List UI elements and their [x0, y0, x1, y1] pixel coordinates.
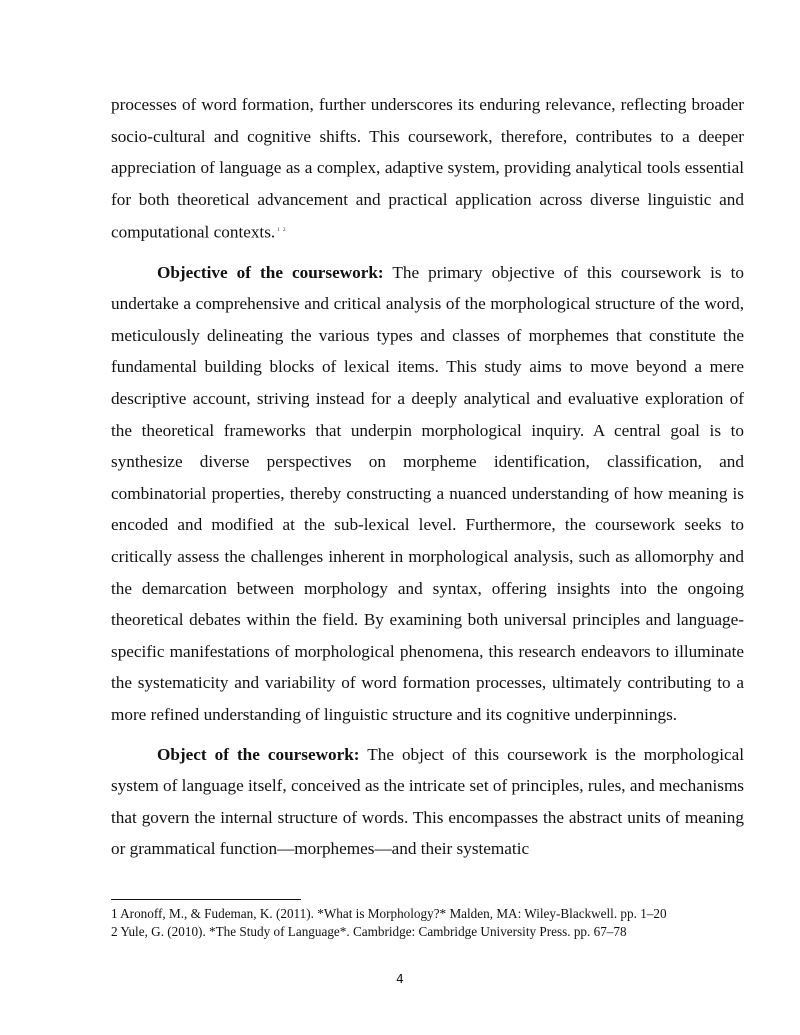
- page-number: 4: [396, 972, 404, 986]
- paragraph-text: processes of word formation, further underscores its enduring relevance, reflecting broader socio-cultural and cognitive shifts. This coursework, therefore, contributes to a deeper appreciation of language as a complex, adaptive system, providing analytical tools essential for both theoretical advancement and practical application across diverse linguistic and computational contexts.: [111, 95, 744, 243]
- footnote-2: 2 Yule, G. (2010). *The Study of Language*. Cambridge: Cambridge University Press. pp. 67–78: [111, 923, 627, 939]
- page-body: [111, 89, 744, 865]
- paragraph-objective: [111, 257, 744, 731]
- footnote-separator: [111, 899, 301, 900]
- object-heading: Object of the coursework:: [157, 744, 360, 764]
- objective-heading: Objective of the coursework:: [157, 262, 384, 282]
- paragraph-intro-continuation: [111, 89, 744, 249]
- paragraph-text: The object of this coursework is the morphological system of language itself, conceived as the intricate set of principles, rules, and mechanisms that govern the internal structure of words. This encompasses the abstract units of meaning or grammatical function—morphemes—and their systematic: [111, 744, 745, 859]
- paragraph-text: The primary objective of this coursework is to undertake a comprehensive and critical analysis of the morphological structure of the word, meticulously delineating the various types and classes of morphemes that constitute the fundamental building blocks of lexical items. This study aims to move beyond a mere descriptive account, striving instead for a deeply analytical and evaluative exploration of the theoretical frameworks that underpin morphological inquiry. A central goal is to synthesize diverse perspectives on morpheme identification, classification, and combinatorial properties, thereby constructing a nuanced understanding of how meaning is encoded and modified at the sub-lexical level. Furthermore, the coursework seeks to critically assess the challenges inherent in morphological analysis, such as allomorphy and the demarcation between morphology and syntax, offering insights into the ongoing theoretical debates within the field. By examining both universal principles and language-specific manifestations of morphological phenomena, this research endeavors to illuminate the systematicity and variability of word formation processes, ultimately contributing to a more refined understanding of linguistic structure and its cognitive underpinnings.: [111, 262, 744, 725]
- paragraph-object: [111, 739, 744, 865]
- footnote-1: 1 Aronoff, M., & Fudeman, K. (2011). *What is Morphology?* Malden, MA: Wiley-Blackwell. pp. 1–20: [111, 906, 667, 921]
- footnote-reference-markers[interactable]: 1 2: [277, 228, 287, 234]
- footnotes: [111, 905, 751, 940]
